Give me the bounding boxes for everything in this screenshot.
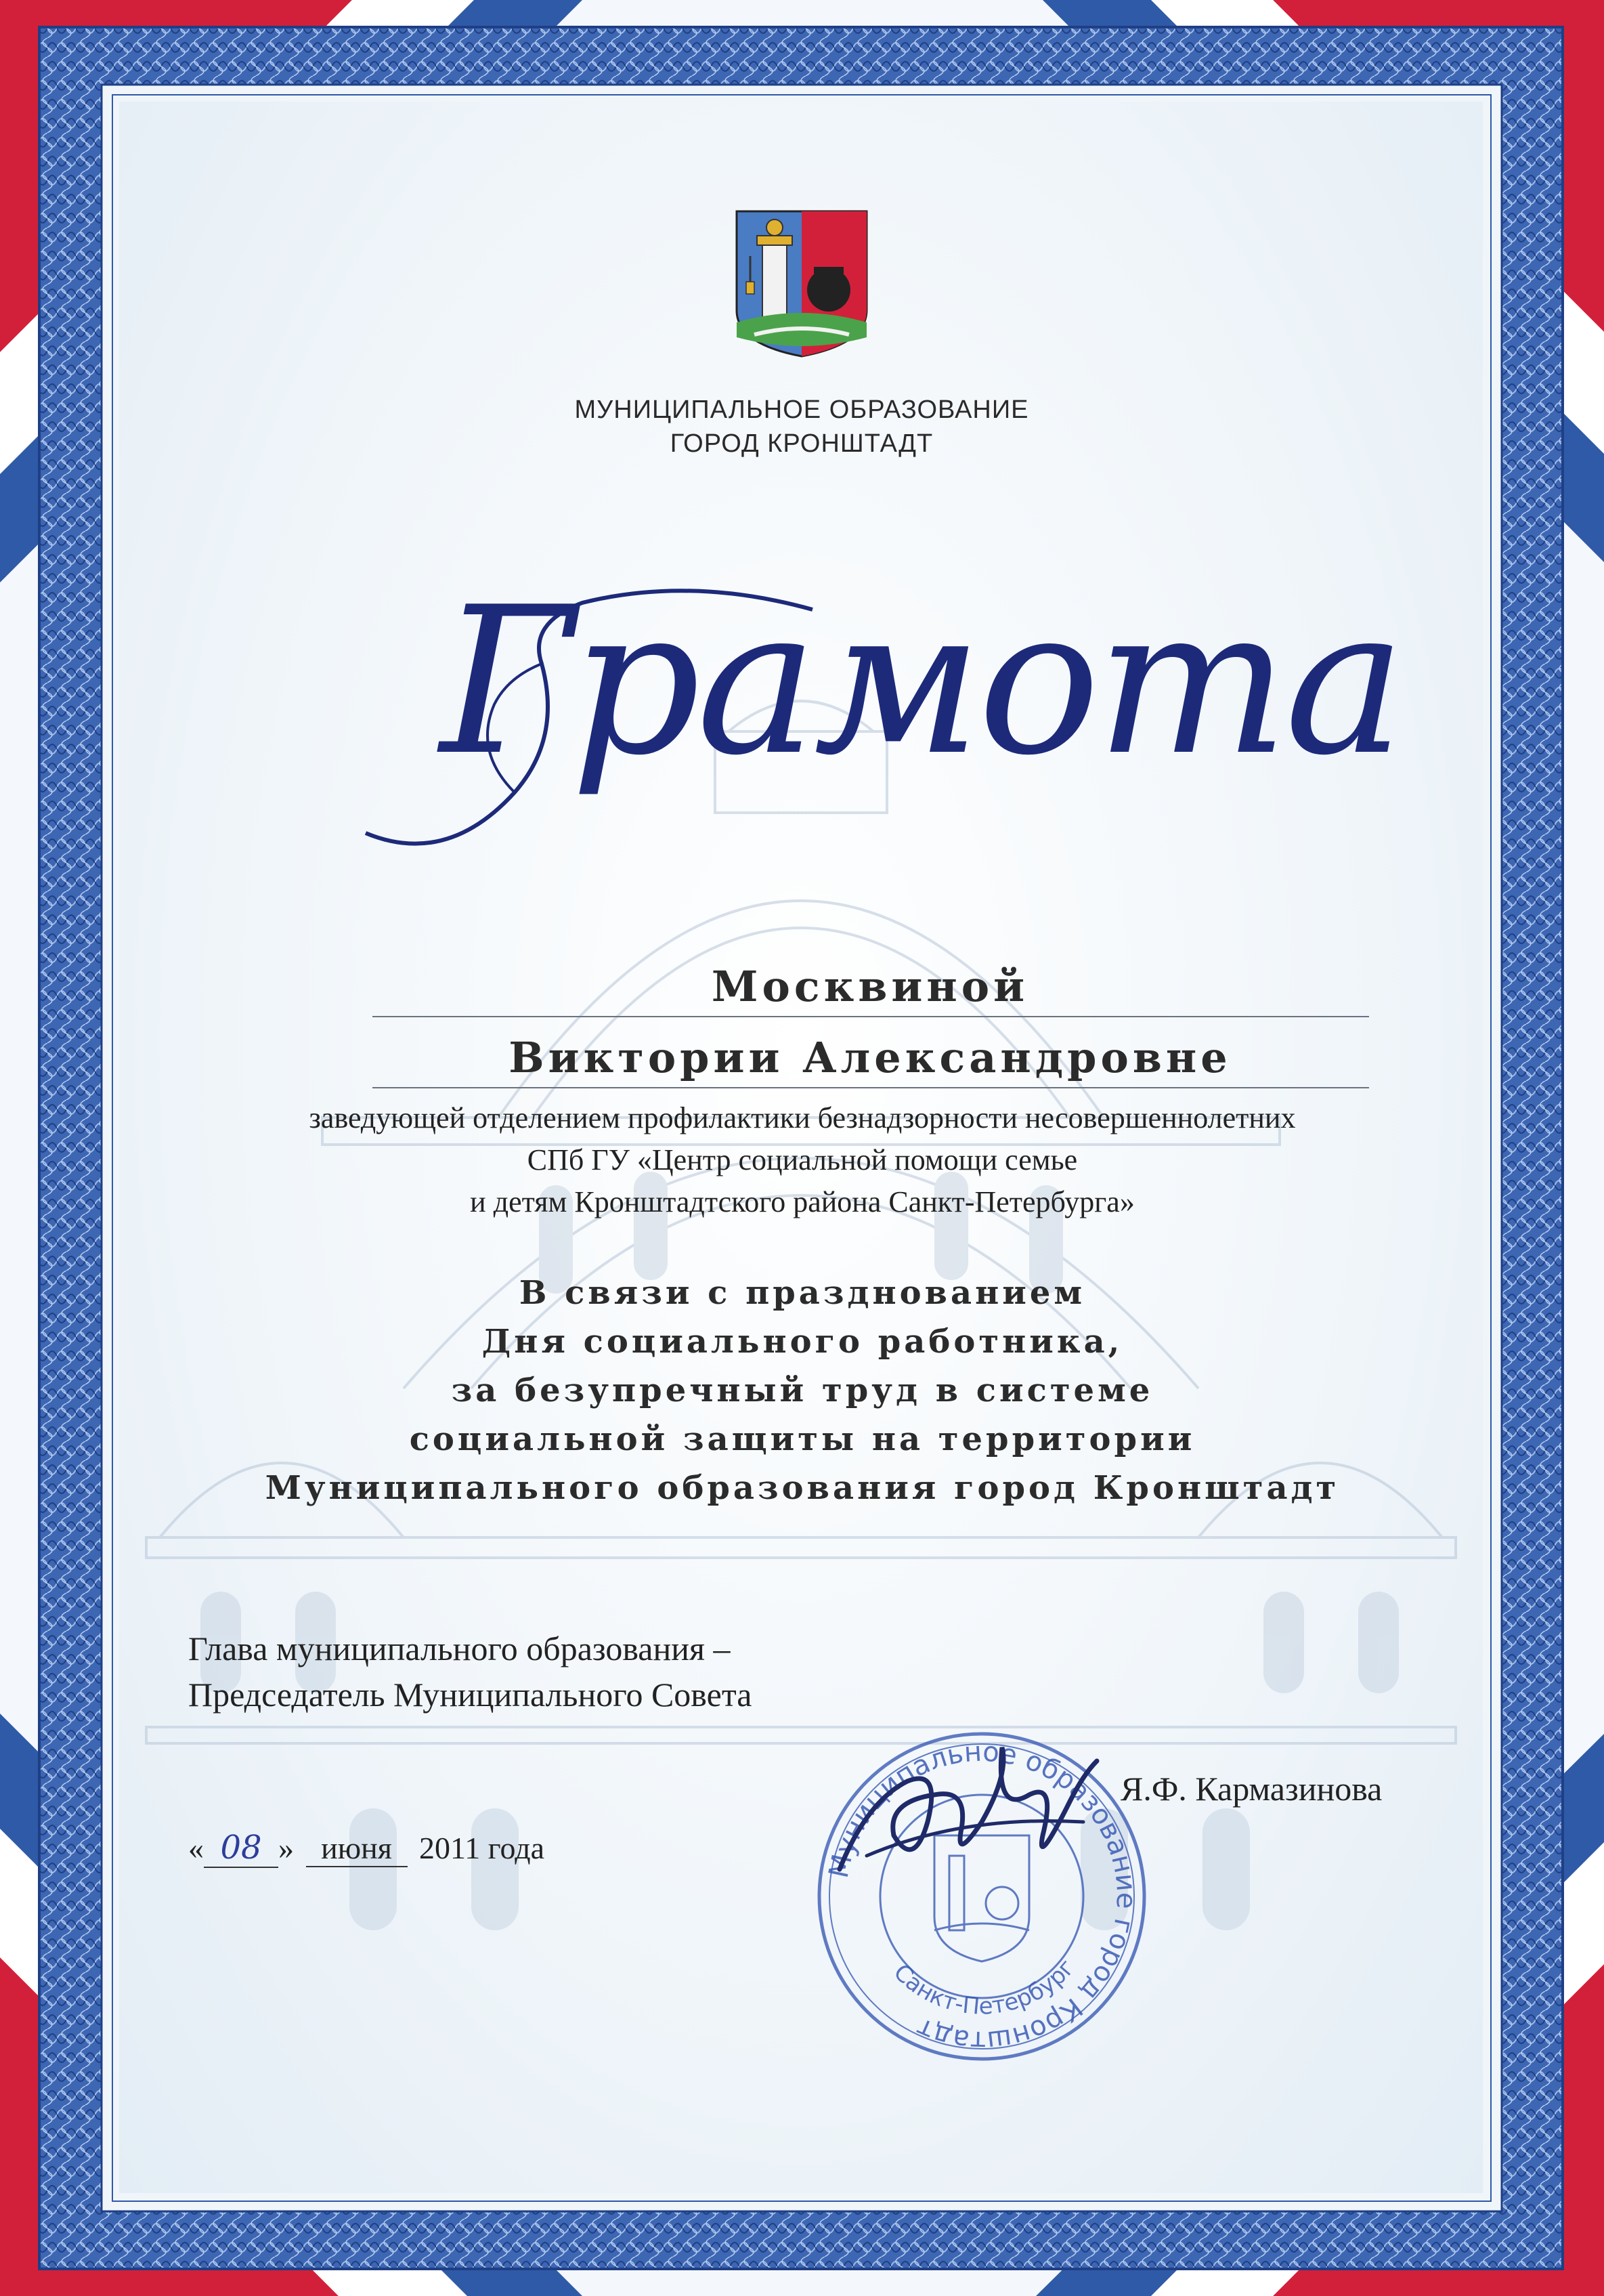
recipient-surname-rule <box>372 1016 1369 1017</box>
handwritten-signature <box>826 1720 1110 1890</box>
reason-line-3: за безупречный труд в системе <box>451 1372 1154 1409</box>
stamp-outer-text: Муниципальное образование город Кронштадт <box>823 1736 1142 2057</box>
award-reason <box>176 1269 1429 1512</box>
coat-of-arms-icon <box>734 209 869 359</box>
stamp-bottom-text: Санкт-Петербург <box>888 1954 1081 2020</box>
recipient-given-names: Виктории Александровне <box>508 1033 1232 1082</box>
date-month: июня <box>306 1830 408 1867</box>
signer-title-line-1: Глава муниципального образования – <box>188 1630 731 1667</box>
position-line-2: СПб ГУ «Центр социальной помощи семье <box>527 1143 1078 1176</box>
organization-line-2: ГОРОД КРОНШТАДТ <box>670 429 934 458</box>
organization-line-1: МУНИЦИПАЛЬНОЕ ОБРАЗОВАНИЕ <box>574 396 1029 424</box>
certificate-title <box>339 549 1402 867</box>
reason-line-5: Муниципального образования город Кронштадт <box>265 1469 1340 1507</box>
date-year: 2011 года <box>419 1831 545 1865</box>
recipient-given-names-rule <box>372 1087 1369 1088</box>
organization-name <box>474 393 1129 461</box>
reason-line-1: В связи с празднованием <box>519 1274 1086 1312</box>
signer-title-line-2: Председатель Муниципального Совета <box>188 1676 752 1714</box>
issue-date <box>188 1829 544 1868</box>
signer-title <box>188 1625 1068 1718</box>
signer-name: Я.Ф. Кармазинова <box>1121 1770 1383 1808</box>
title-text: Грамота <box>440 564 1402 800</box>
recipient-position <box>203 1097 1402 1223</box>
date-close-quote: » <box>278 1831 294 1865</box>
reason-line-4: социальной защиты на территории <box>409 1420 1196 1458</box>
date-open-quote: « <box>188 1831 204 1865</box>
reason-line-2: Дня социального работника, <box>481 1323 1123 1361</box>
position-line-1: заведующей отделением профилактики безнадзорности несовершеннолетних <box>309 1101 1296 1134</box>
position-line-3: и детям Кронштадтского района Санкт-Петербурга» <box>470 1185 1135 1218</box>
date-day: 08 <box>204 1829 278 1868</box>
recipient-surname: Москвиной <box>711 962 1029 1011</box>
